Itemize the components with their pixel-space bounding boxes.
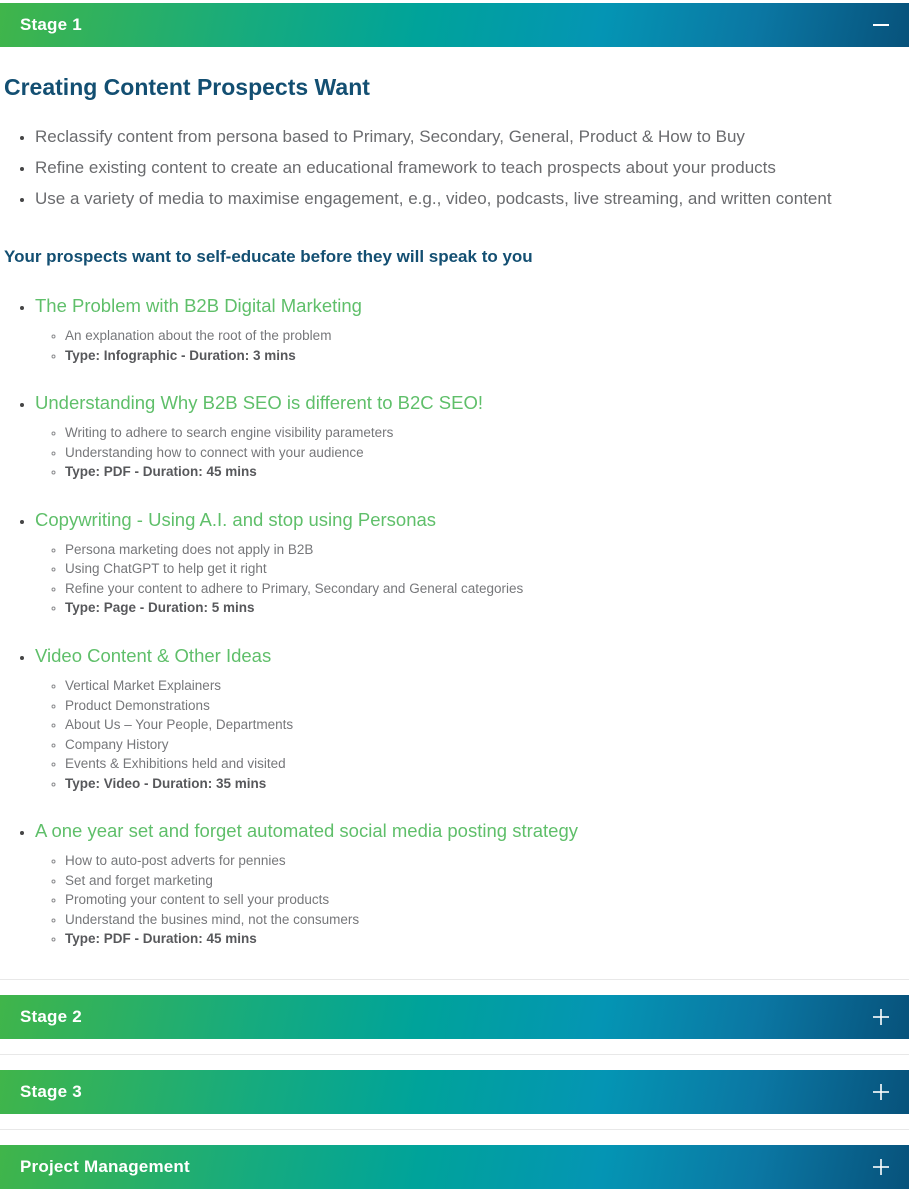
topic-link[interactable]: Video Content & Other Ideas: [35, 644, 272, 666]
plus-icon[interactable]: [872, 1158, 890, 1176]
topic-detail: ◦ Promoting your content to sell your products: [65, 890, 899, 910]
topic-meta: ◦ Type: Infographic - Duration: 3 mins: [65, 346, 899, 366]
topic-detail: ◦ How to auto-post adverts for pennies: [65, 851, 899, 871]
stage2-label: Stage 2: [20, 1006, 82, 1026]
project-management-label: Project Management: [20, 1156, 190, 1176]
topic-detail: ◦ Company History: [65, 735, 899, 755]
topic-detail: ◦ Vertical Market Explainers: [65, 676, 899, 696]
topic-item: [35, 509, 899, 618]
overview-bullet: • Use a variety of media to maximise engagement, e.g., video, podcasts, live streaming, and written content: [35, 183, 899, 214]
topic-detail: ◦ Writing to adhere to search engine visibility parameters: [65, 423, 899, 443]
accordion: [0, 3, 909, 1189]
topic-link[interactable]: Copywriting - Using A.I. and stop using Personas: [35, 508, 437, 530]
topic-detail: ◦ About Us – Your People, Departments: [65, 715, 899, 735]
topic-item: [35, 392, 899, 482]
stage1-header[interactable]: [0, 3, 909, 47]
topic-detail-list: [35, 540, 899, 618]
topic-detail: ◦ Set and forget marketing: [65, 871, 899, 891]
topic-link[interactable]: A one year set and forget automated social media posting strategy: [35, 820, 578, 842]
topic-detail-list: [35, 423, 899, 482]
stage1-panel: [0, 74, 909, 979]
topic-detail: ◦ Product Demonstrations: [65, 696, 899, 716]
topic-detail: ◦ An explanation about the root of the problem: [65, 326, 899, 346]
plus-icon[interactable]: [872, 1083, 890, 1101]
accordion-item-stage1: [0, 3, 909, 979]
stage3-header[interactable]: [0, 1070, 909, 1114]
plus-icon[interactable]: [872, 1008, 890, 1026]
topic-detail: ◦ Understand the busines mind, not the consumers: [65, 910, 899, 930]
accordion-item-stage2: [0, 995, 909, 1039]
topic-detail-list: [35, 851, 899, 949]
stage1-title: Creating Content Prospects Want: [4, 74, 370, 100]
topic-item: [35, 645, 899, 793]
stage1-subheading: Your prospects want to self-educate before they will speak to you: [4, 247, 533, 267]
topic-detail: ◦ Understanding how to connect with your audience: [65, 443, 899, 463]
stage1-label: Stage 1: [20, 15, 82, 34]
overview-bullet: • Refine existing content to create an educational framework to teach prospects about your products: [35, 152, 899, 183]
topic-detail: ◦ Persona marketing does not apply in B2B: [65, 540, 899, 560]
minus-icon[interactable]: [872, 16, 890, 34]
section-divider: [0, 1054, 909, 1055]
stage1-overview-list: [0, 121, 899, 214]
section-divider: [0, 1129, 909, 1130]
topic-detail-list: [35, 326, 899, 365]
topic-item: [35, 820, 899, 949]
topic-detail-list: [35, 676, 899, 793]
project-management-header[interactable]: [0, 1145, 909, 1189]
topic-detail: ◦ Refine your content to adhere to Primary, Secondary and General categories: [65, 579, 899, 599]
topic-meta: ◦ Type: Page - Duration: 5 mins: [65, 598, 899, 618]
accordion-item-project-management: [0, 1145, 909, 1189]
topic-detail: ◦ Using ChatGPT to help get it right: [65, 559, 899, 579]
topic-detail: ◦ Events & Exhibitions held and visited: [65, 754, 899, 774]
topic-link[interactable]: Understanding Why B2B SEO is different to B2C SEO!: [35, 392, 483, 414]
stage3-label: Stage 3: [20, 1081, 82, 1101]
stage2-header[interactable]: [0, 995, 909, 1039]
section-divider: [0, 979, 909, 980]
topic-item: [35, 295, 899, 365]
topics-list: [0, 295, 899, 949]
topic-meta: ◦ Type: PDF - Duration: 45 mins: [65, 929, 899, 949]
topic-link[interactable]: The Problem with B2B Digital Marketing: [35, 294, 362, 316]
overview-bullet: • Reclassify content from persona based to Primary, Secondary, General, Product & How to Buy: [35, 121, 899, 152]
accordion-item-stage3: [0, 1070, 909, 1114]
topic-meta: ◦ Type: Video - Duration: 35 mins: [65, 774, 899, 794]
topic-meta: ◦ Type: PDF - Duration: 45 mins: [65, 462, 899, 482]
